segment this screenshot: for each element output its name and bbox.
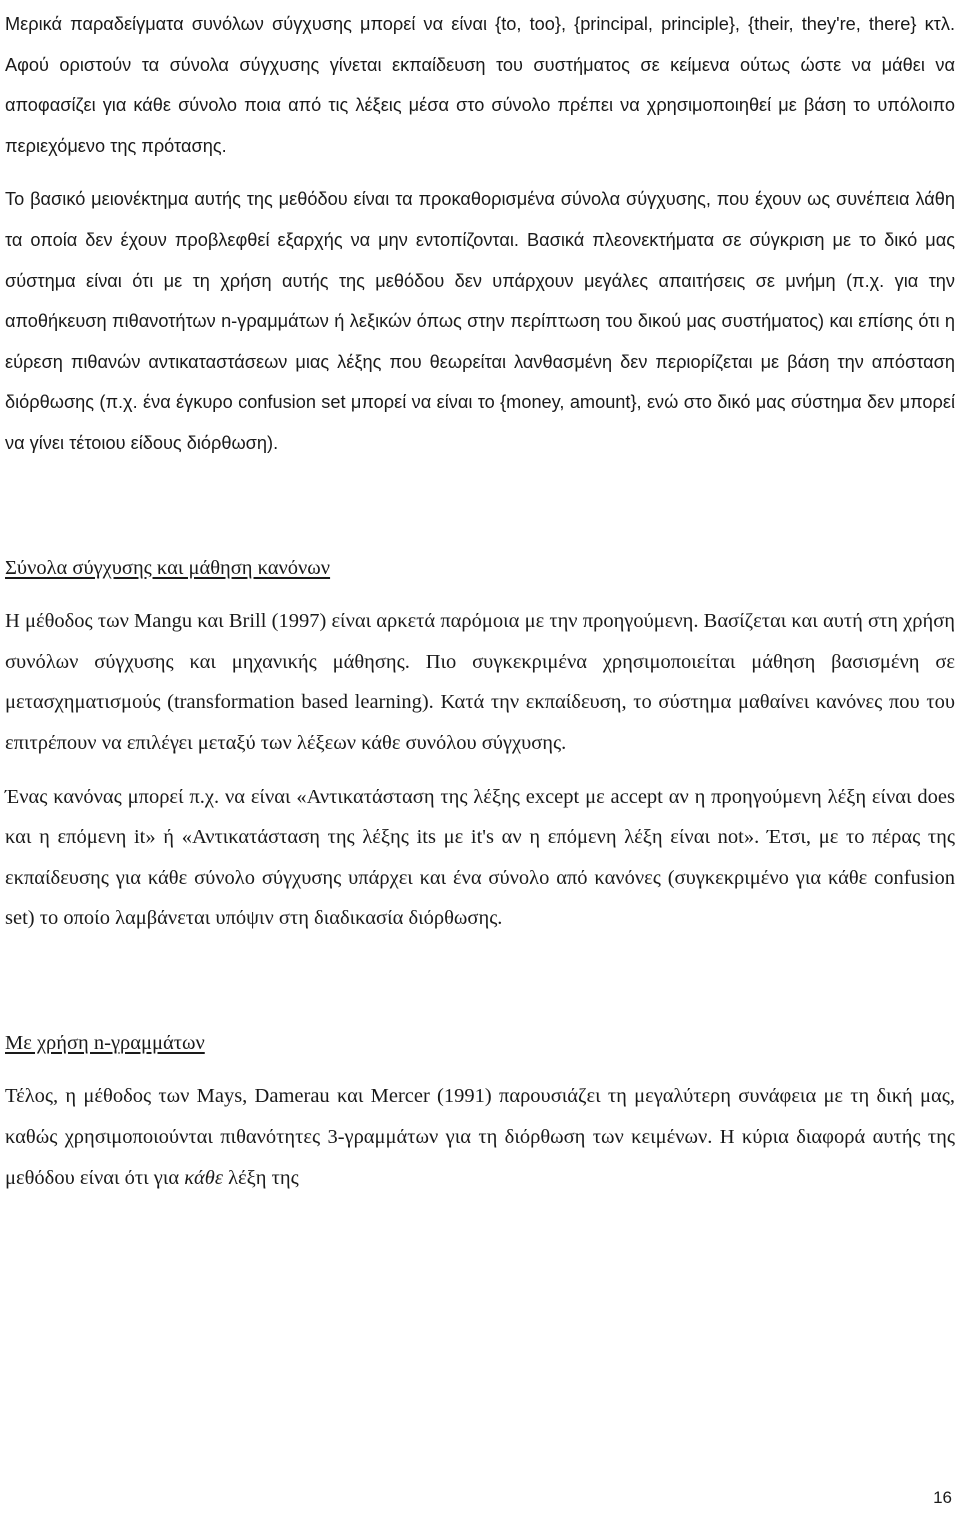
paragraph-text-end: λέξη της xyxy=(222,1166,299,1189)
paragraph-rule-example: Ένας κανόνας μπορεί π.χ. να είναι «Αντικατάσταση της λέξης except με accept αν η προηγούμενη λέξη είναι does και η επόμενη it» ή «Αντικατάσταση της λέξης its με it's αν η επόμενη λέξη είναι not». Έτσι, με το πέρας της εκπαίδευσης για κάθε σύνολο σύγχυσης υπάρχει και ένα σύνολο από κανόνες (συγκεκριμένο για κάθε confusion set) το οποίο λαμβάνεται υπόψιν στη διαδικασία διόρθωσης. xyxy=(5,785,955,930)
paragraph-text-start: Τέλος, η μέθοδος των Mays, Damerau και Mercer (1991) παρουσιάζει τη μεγαλύτερη συνάφεια με τη δική μας, καθώς χρησιμοποιούνται πιθανότητες 3-γραμμάτων για τη διόρθωση των κειμένων. Η κύρια διαφορά αυτής της μεθόδου είναι ότι για xyxy=(5,1085,955,1189)
paragraph-confusion-set-examples: Μερικά παραδείγματα συνόλων σύγχυσης μπορεί να είναι {to, too}, {principal, principle}, {their, they're, there} κτλ. Αφού οριστούν τα σύνολα σύγχυσης γίνεται εκπαίδευση του συστήματος σε κείμενα ούτως ώστε να μάθει να αποφασίζει για κάθε σύνολο ποια από τις λέξεις μέσα στο σύνολο πρέπει να χρησιμοποιηθεί με βάση το υπόλοιπο περιεχόμενο της πρότασης. xyxy=(5,14,955,156)
italic-word: κάθε xyxy=(184,1166,223,1189)
page-number: 16 xyxy=(933,1488,952,1507)
paragraph-method-disadvantages: Το βασικό μειονέκτημα αυτής της μεθόδου είναι τα προκαθορισμένα σύνολα σύγχυσης, που έχουν ως συνέπεια λάθη τα οποία δεν έχουν προβλεφθεί εξαρχής να μην εντοπίζονται. Βασικά πλεονεκτήματα σε σύγκριση με το δικό μας σύστημα είναι ότι με τη χρήση αυτής της μεθόδου δεν υπάρχουν μεγάλες απαιτήσεις σε μνήμη (π.χ. για την αποθήκευση πιθανοτήτων n-γραμμάτων ή λεξικών όπως στην περίπτωση του δικού μας συστήματος) και επίσης ότι η εύρεση πιθανών αντικαταστάσεων μιας λέξης που θεωρείται λανθασμένη δεν περιορίζεται με βάση την απόσταση διόρθωσης (π.χ. ένα έγκυρο confusion set μπορεί να είναι το {money, amount}, ενώ στο δικό μας σύστημα δεν μπορεί να γίνει τέτοιου είδους διόρθωση). xyxy=(5,189,955,453)
section-heading-confusion-sets-rule-learning: Σύνολα σύγχυσης και μάθηση κανόνων xyxy=(5,556,331,579)
section-heading-ngrams: Με χρήση n-γραμμάτων xyxy=(5,1031,205,1054)
paragraph-mangu-brill-method: Η μέθοδος των Mangu και Brill (1997) είναι αρκετά παρόμοια με την προηγούμενη. Βασίζεται και αυτή στη χρήση συνόλων σύγχυσης και μηχανικής μάθησης. Πιο συγκεκριμένα χρησιμοποιείται μάθηση βασισμένη σε μετασχηματισμούς (transformation based learning). Κατά την εκπαίδευση, το σύστημα μαθαίνει κανόνες που του επιτρέπουν να επιλέγει μεταξύ των λέξεων κάθε συνόλου σύγχυσης. xyxy=(5,610,955,754)
document-page xyxy=(5,4,955,1198)
paragraph-mays-damerau-mercer xyxy=(5,1076,955,1198)
